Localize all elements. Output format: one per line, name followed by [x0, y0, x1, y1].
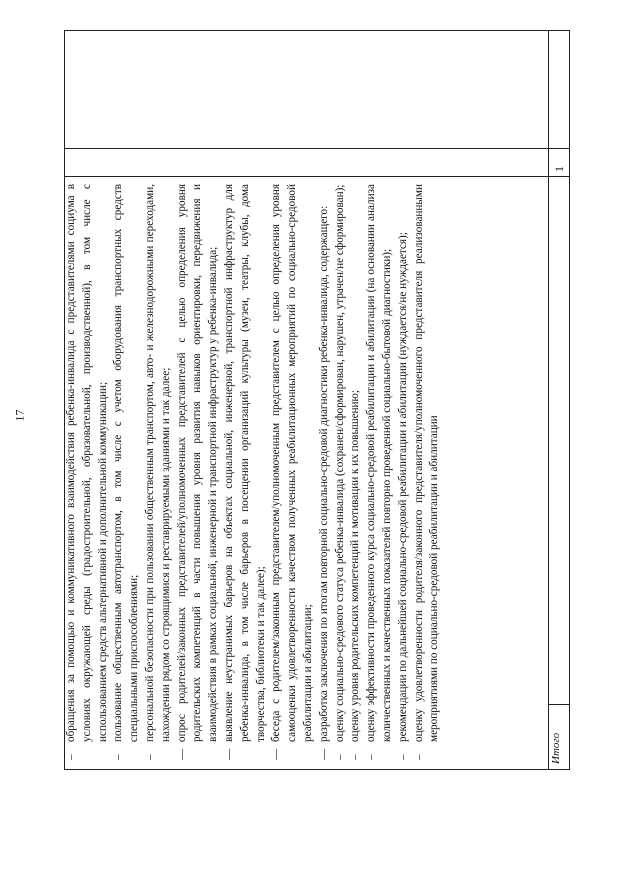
paragraph	[222, 184, 269, 760]
paragraph-text: оценку эффективности проведенного курса социально-средовой реабилитации и абилитации (на основании анализа количественных и качественных показателей повторно проведенной социально-бытовой диагностики);	[365, 184, 393, 742]
paragraph-text: оценку удовлетворенности родителя/законного представителя/уполномоченного представителя реализованными мероприятиями по социально-средовой реабилитации и абилитации	[412, 184, 441, 742]
paragraph	[317, 184, 333, 760]
paragraph-text: выявление неустранимых барьеров на объектах социальной, инженерной, транспортной инфраструктур для ребенка-инвалида, в том числе барьеров в посещении организаций культуры (музеи, театры, клубы, дома творчества, библиотеки и так далее);	[222, 184, 267, 742]
paragraph	[269, 184, 316, 760]
bullet-mark: –	[333, 754, 346, 760]
page-number	[8, 408, 32, 423]
total-label: Итого	[550, 732, 562, 764]
bullet-mark: —	[175, 748, 188, 760]
content-body	[64, 176, 443, 768]
content-cell	[64, 176, 564, 768]
list-item	[143, 184, 175, 760]
list-item	[64, 184, 111, 760]
total-mark: 1	[552, 166, 566, 172]
bullet-mark: –	[412, 754, 425, 760]
paragraph-text: беседа с родителем/законным представителем/уполномоченным представителем с целью определения уровня самооценки удовлетворенности качеством полученных реабилитационных мероприятий по социально-средовой реабилитации и абилитации;	[270, 184, 314, 742]
page-number-text: 17	[12, 409, 27, 422]
bullet-mark: —	[317, 748, 330, 760]
list-item	[333, 184, 349, 760]
list-item	[396, 184, 412, 760]
bullet-mark: –	[65, 754, 77, 760]
table-divider-top	[64, 148, 570, 149]
bullet-mark: –	[143, 754, 156, 760]
paragraph-text: разработка заключения по итогам повторной социально-средовой диагностики ребенка-инвалида, содержащего:	[317, 205, 330, 742]
list-item	[364, 184, 396, 760]
paragraph-text: рекомендации по дальнейшей социально-средовой реабилитации и абилитации (нуждается/не нуждается);	[396, 232, 409, 742]
total-mark-cell	[548, 150, 568, 174]
paragraph-text: обращения за помощью и коммуникативного взаимодействия ребенка-инвалида с представителями социума в условиях окружающей среды (градостроительной, образовательной, производственной), в том числе с использованием средств альтернативной и дополнительной коммуникации;	[65, 184, 109, 742]
paragraph-text: опрос родителей/законных представителей/уполномоченных представителей с целью определения уровня родительских компетенций в части повышения уровня развития навыков ориентировки, передвижения и взаимодействия в рамках социальной, инженерной и транспортной инфраструктур у ребенка-инвалида;	[175, 184, 220, 742]
bullet-mark: —	[270, 748, 283, 760]
rotated-content	[64, 176, 564, 768]
bullet-mark: –	[365, 754, 378, 760]
list-item	[348, 184, 364, 760]
paragraph-text: пользование общественным автотранспортом, в том числе с учетом оборудования транспортных средств специальными приспособлениями;	[112, 184, 141, 742]
bullet-mark: –	[112, 754, 125, 760]
paragraph	[175, 184, 222, 760]
bullet-mark: –	[396, 754, 409, 760]
bullet-mark: —	[222, 748, 235, 760]
list-item	[111, 184, 143, 760]
list-item	[412, 184, 444, 760]
paragraph-text: оценку социально-средового статуса ребенка-инвалида (сохранен/сформирован, нарушен, утрачен/не сформирован);	[333, 184, 346, 742]
paragraph-text: оценку уровня родительских компетенций и мотивации к их повышению;	[349, 390, 362, 742]
paragraph-text: персональной безопасности при пользовании общественным транспортом, авто- и железнодорожными переходами, нахождении рядом со строящимися и реставрируемыми зданиями и так далее;	[143, 184, 172, 742]
bullet-mark: –	[349, 754, 362, 760]
